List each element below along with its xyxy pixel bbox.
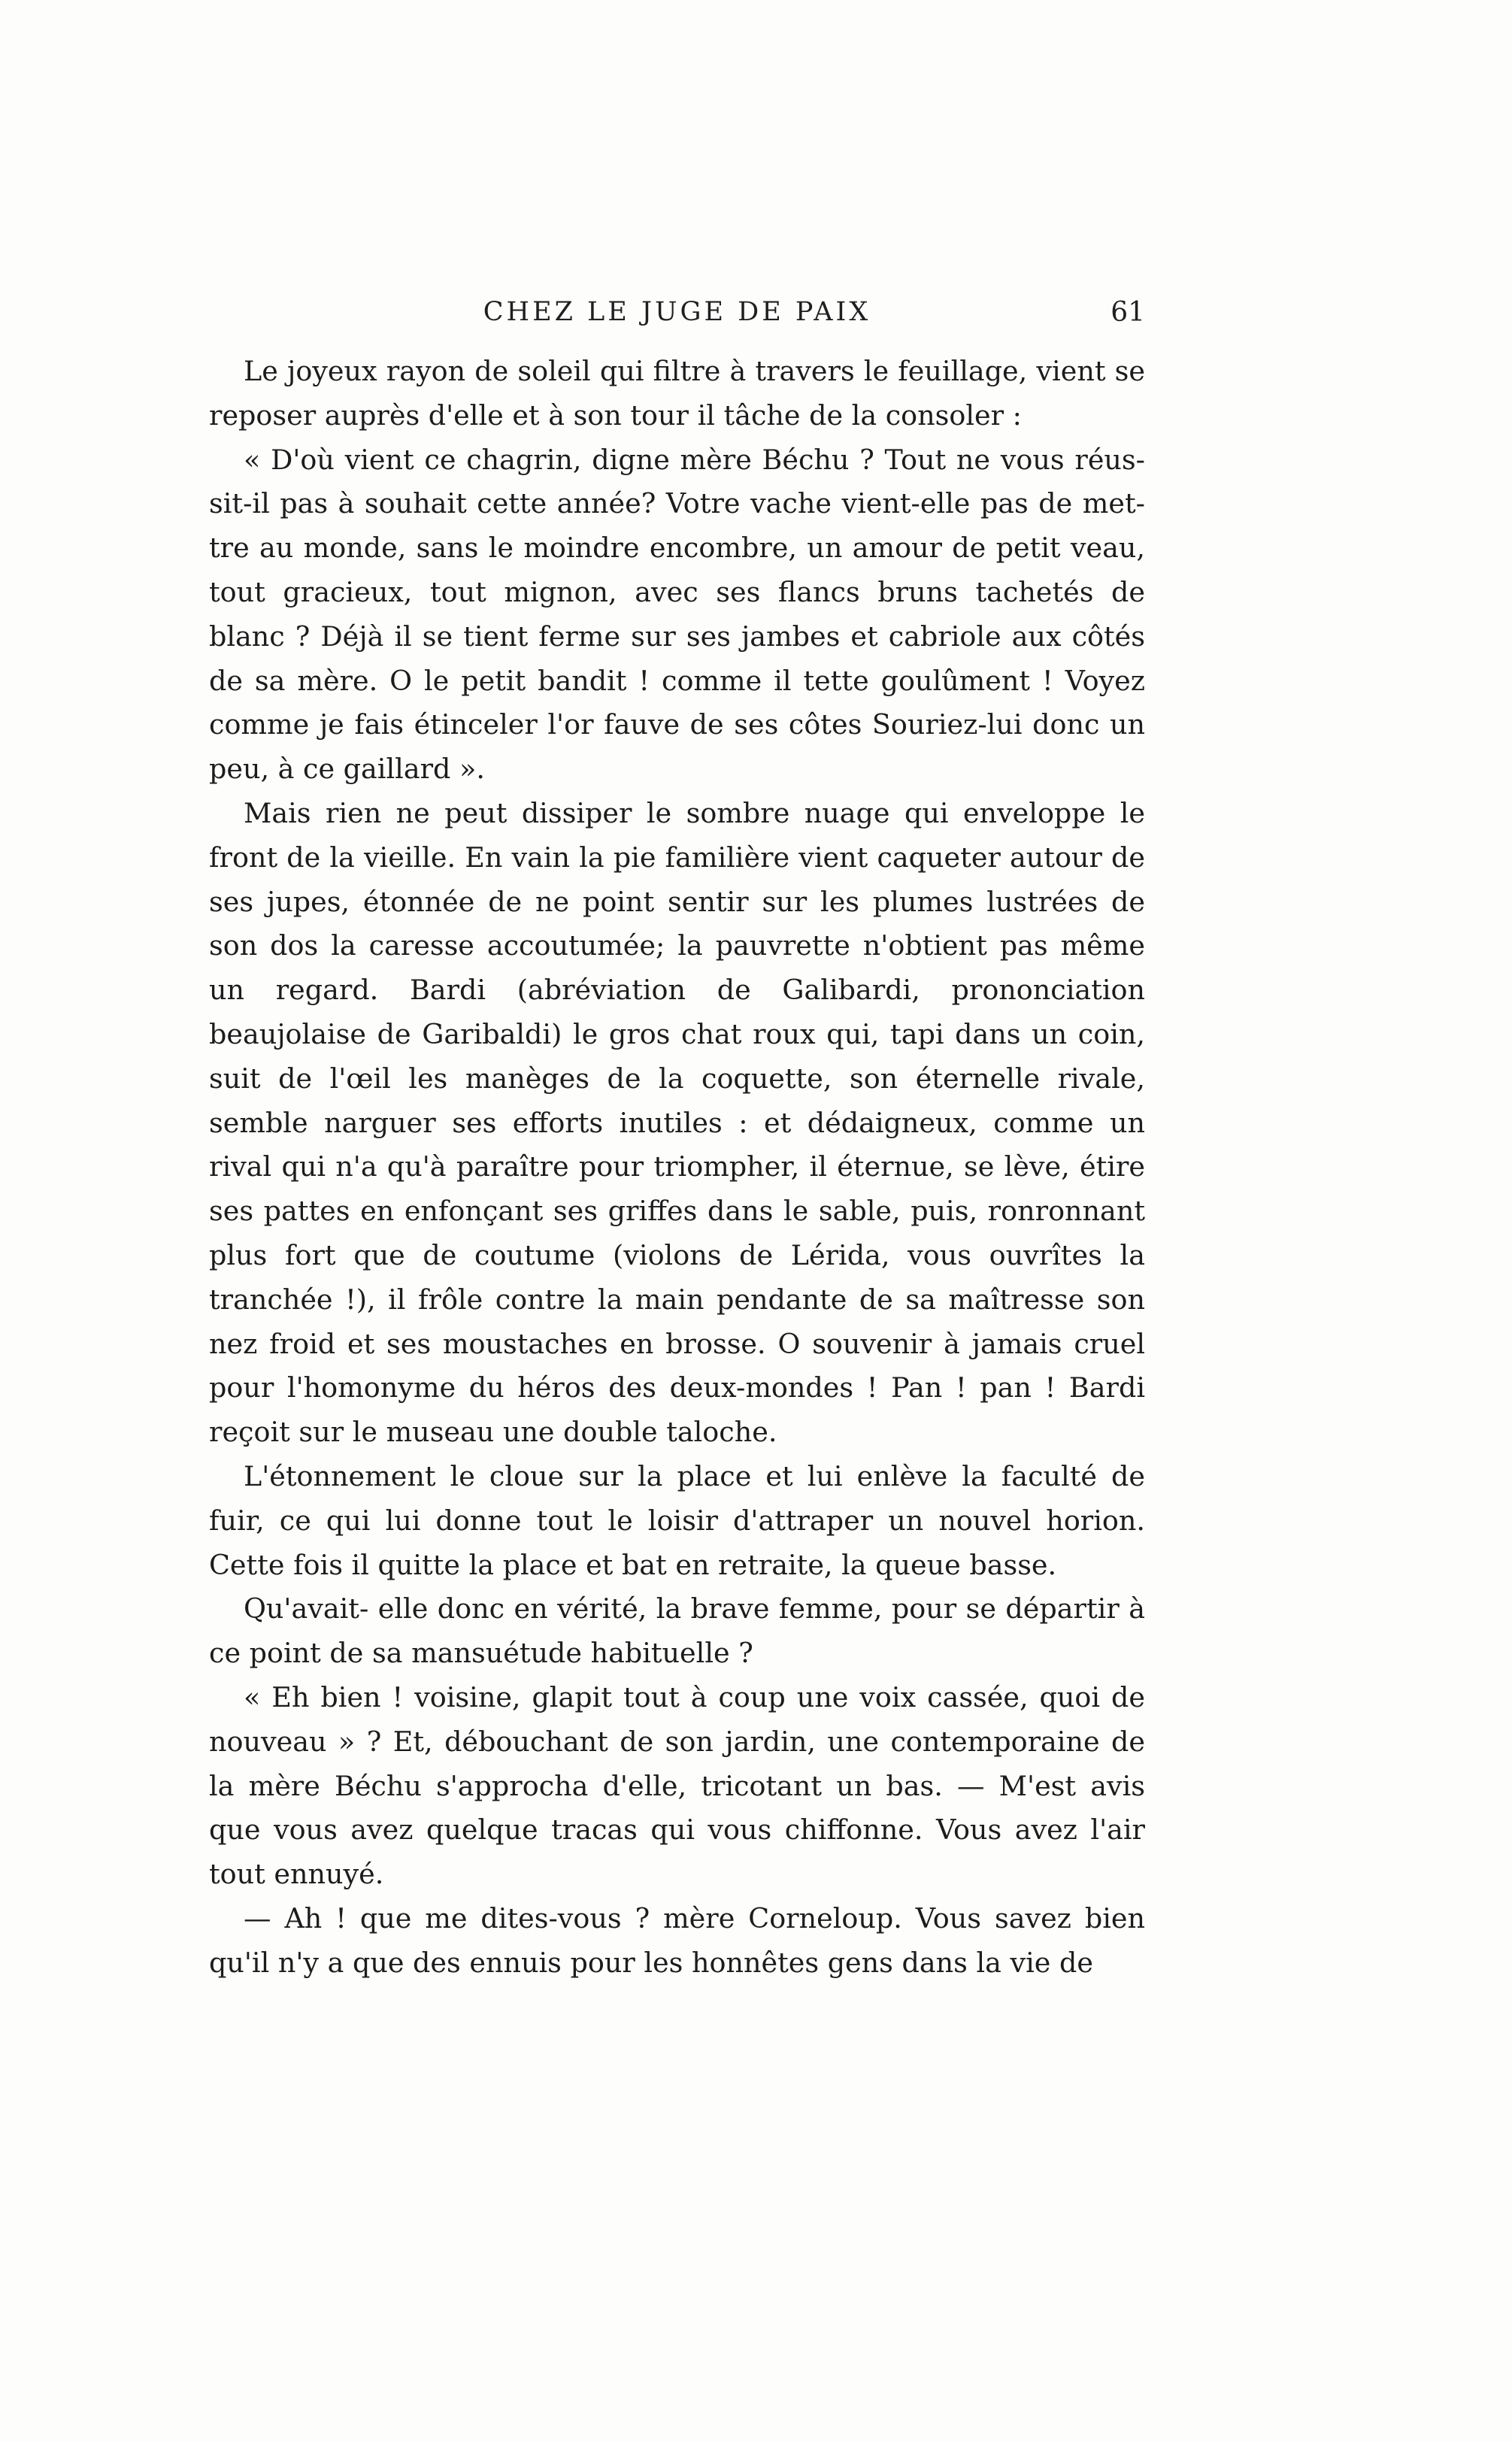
paragraph-sunbeam-speech: « D'où vient ce chagrin, digne mère Béchu ? Tout ne vous réussit-il pas à souhait cette année? Votre vache vient-elle pas de mettre au monde, sans le moindre encombre, un amour de petit veau, tout gracieux, tout mignon, avec ses flancs bruns tachetés de blanc ? Déjà il se tient ferme sur ses jambes et cabriole aux côtés de sa mère. O le petit bandit ! comme il tette goulûment ! Voyez comme je fais étinceler l'or fauve de ses côtes Souriez-lui donc un peu, à ce gaillard ». bbox=[209, 443, 1145, 786]
paragraph-astonishment: L'étonnement le cloue sur la place et lui enlève la faculté de fuir, ce qui lui donne tout le loisir d'attraper un nouvel horion. Cette fois il quitte la place et bat en retraite, la queue basse. bbox=[209, 1459, 1145, 1581]
body-text bbox=[209, 350, 1145, 1985]
running-header bbox=[209, 297, 1145, 336]
paragraph-question: Qu'avait- elle donc en vérité, la brave femme, pour se départir à ce point de sa mansuétude habituelle ? bbox=[209, 1592, 1145, 1670]
paragraph-neighbour: « Eh bien ! voisine, glapit tout à coup une voix cassée, quoi de nouveau » ? Et, débouchant de son jardin, une contemporaine de la mère Béchu s'approcha d'elle, tricotant un bas. — M'est avis que vous avez quelque tracas qui vous chiffonne. Vous avez l'air tout ennuyé. bbox=[209, 1680, 1145, 1891]
paragraph-reply: — Ah ! que me dites-vous ? mère Corneloup. Vous savez bien qu'il n'y a que des ennuis pour les honnêtes gens dans la vie de bbox=[209, 1901, 1145, 1979]
page-number: 61 bbox=[1111, 297, 1145, 328]
running-title: CHEZ LE JUGE DE PAIX bbox=[483, 297, 871, 327]
paragraph-sunbeam: Le joyeux rayon de soleil qui filtre à travers le feuillage, vient se reposer auprès d'elle et à son tour il tâche de la consoler : bbox=[209, 355, 1145, 432]
paragraph-cat-and-magpie: Mais rien ne peut dissiper le sombre nuage qui enveloppe le front de la vieille. En vain la pie familière vient caqueter autour de ses jupes, étonnée de ne point sentir sur les plumes lustrées de son dos la caresse accoutumée; la pauvrette n'obtient pas même un regard. Bardi (abréviation de Galibardi, prononciation beaujolaise de Garibaldi) le gros chat roux qui, tapi dans un coin, suit de l'œil les manèges de la coquette, son éternelle rivale, semble narguer ses efforts inutiles : et dédaigneux, comme un rival qui n'a qu'à paraître pour triompher, il éternue, se lève, étire ses pattes en enfonçant ses griffes dans le sable, puis, ronronnant plus fort que de coutume (violons de Lérida, vous ouvrîtes la tranchée !), il frôle contre la main pendante de sa maîtresse son nez froid et ses moustaches en brosse. O souvenir à jamais cruel pour l'homonyme du héros des deux-mondes ! Pan ! pan ! Bardi reçoit sur le museau une double taloche. bbox=[209, 796, 1145, 1449]
